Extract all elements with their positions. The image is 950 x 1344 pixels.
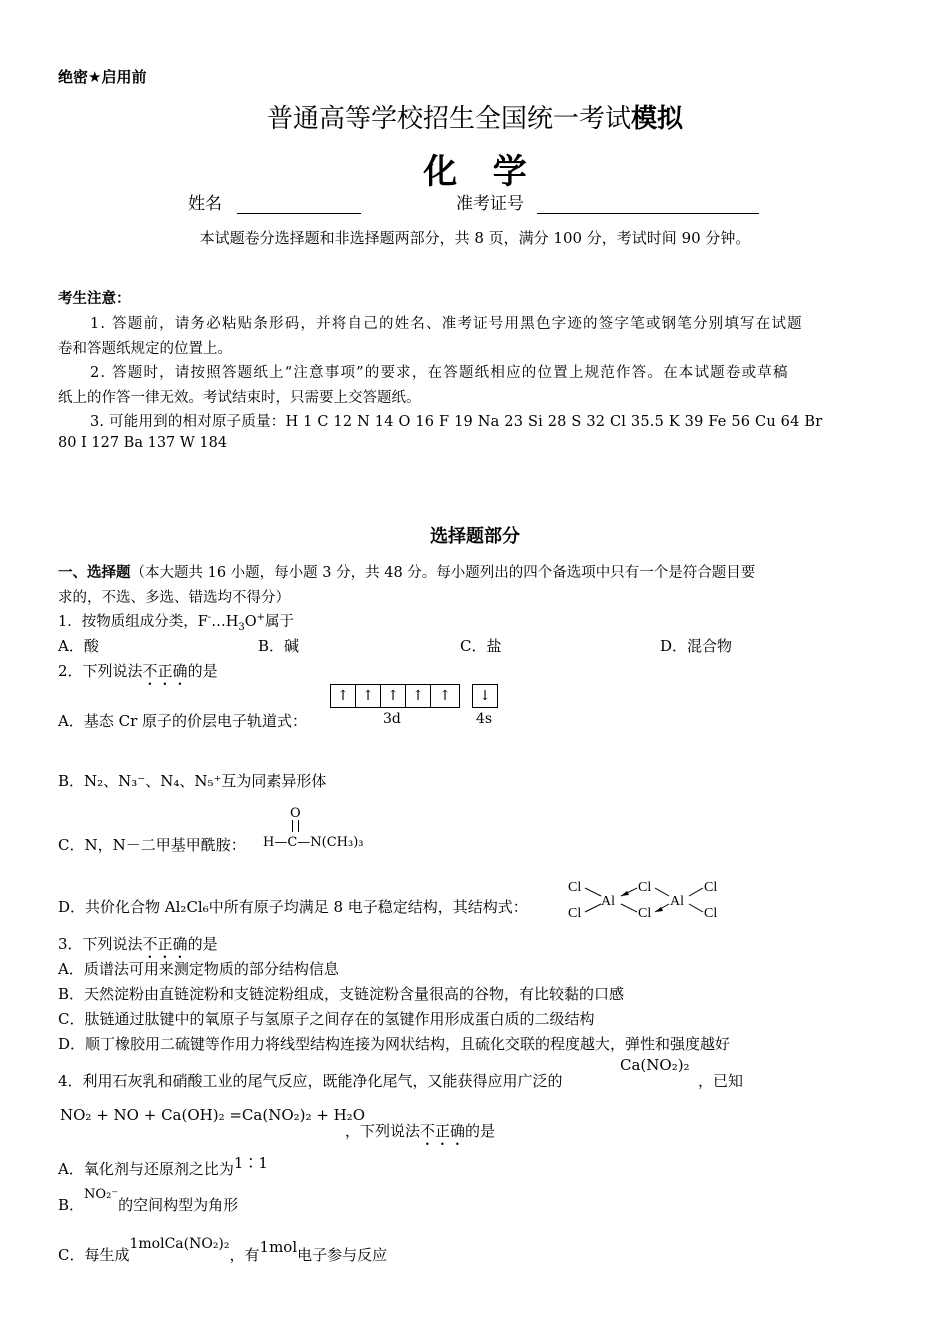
id-field — [456, 189, 759, 214]
q2-option-c[interactable]: C．N，N－二甲基甲酰胺： — [58, 836, 246, 854]
q4-c-formula: 1molCa(NO₂)₂ — [129, 1236, 230, 1252]
subject-title: 化 学 — [423, 152, 527, 192]
orbital-3d-2: ↑ — [356, 685, 381, 707]
q4-option-a[interactable]: A．氧化剂与还原剂之比为1∶1 — [58, 1154, 268, 1178]
q4-c-mol: 1mol — [259, 1238, 298, 1256]
orbital-3d-5: ↑ — [439, 688, 451, 704]
note-2-line-1: 2. 答题时，请按照答题纸上“注意事项”的要求，在答题纸相应的位置上规范作答。在本试题卷或草稿 — [90, 365, 789, 381]
cl-atom: Cl — [704, 880, 718, 895]
al-atom: Al — [670, 894, 684, 909]
q4-formula-ca-no2: Ca(NO₂)₂ — [620, 1056, 690, 1074]
section-title: 选择题部分 — [430, 526, 520, 547]
id-label: 准考证号 — [456, 194, 524, 214]
cl-atom: Cl — [638, 906, 652, 921]
part-intro — [58, 561, 755, 582]
al2cl6-structure — [565, 876, 725, 922]
orbital-4s-1: ↓ — [479, 688, 491, 704]
note-3-line-1: 3. 可能用到的相对原子质量：H 1 C 12 N 14 O 16 F 19 Na 23 Si 28 S 32 Cl 35.5 K 39 Fe 56 Cu 64 Br — [90, 414, 823, 430]
q2-option-b[interactable]: B．N₂、N₃⁻、N₄、N₅⁺互为同素异形体 — [58, 772, 327, 790]
dmf-oxygen: O — [290, 806, 301, 821]
q4-stem-a-tail: ，已知 — [698, 1072, 744, 1090]
q4-stem-a: 4．利用石灰乳和硝酸工业的尾气反应，既能净化尾气，又能获得应用广泛的 — [58, 1072, 563, 1090]
q4-no2-ion: NO₂⁻ — [84, 1187, 119, 1202]
q3-stem: 3．下列说法不正确的是 — [58, 935, 218, 953]
q1-option-b[interactable]: B．碱 — [258, 637, 300, 655]
cl-atom: Cl — [638, 880, 652, 895]
cl-atom: Cl — [568, 906, 582, 921]
name-blank[interactable] — [237, 195, 361, 214]
note-2-line-2: 纸上的作答一律无效。考试结束时，只需要上交答题纸。 — [58, 390, 421, 406]
dmf-double-bond — [292, 820, 299, 832]
orbital-3d-3: ↑ — [381, 685, 406, 707]
cl-atom: Cl — [568, 880, 582, 895]
notes-heading: 考生注意： — [58, 291, 131, 307]
id-blank[interactable] — [537, 195, 759, 214]
part-desc-b: 求的，不选、多选、错选均不得分） — [58, 590, 290, 606]
exam-title — [0, 98, 950, 135]
orbital-4s-box — [472, 684, 498, 708]
name-field — [188, 189, 361, 214]
q2-option-d[interactable]: D．共价化合物 Al₂Cl₆中所有原子均满足 8 电子稳定结构，其结构式： — [58, 898, 528, 916]
title-normal: 普通高等学校招生全国统一考试 — [266, 104, 631, 134]
q4-option-c[interactable]: C．每生成1molCa(NO₂)₂，有1mol电子参与反应 — [58, 1236, 388, 1264]
label-3d: 3d — [383, 711, 401, 727]
orbital-3d-box — [330, 684, 460, 708]
q4-stem-b: ，下列说法不正确的是 — [345, 1122, 496, 1140]
q4-equation: NO₂ + NO + Ca(OH)₂ =Ca(NO₂)₂ + H₂O — [60, 1106, 365, 1124]
q3-option-c[interactable]: C．肽链通过肽键中的氧原子与氢原子之间存在的氢键作用形成蛋白质的二级结构 — [58, 1010, 595, 1028]
note-1-line-2: 卷和答题纸规定的位置上。 — [58, 341, 232, 357]
q1-option-a[interactable]: A．酸 — [58, 637, 99, 655]
orbital-3d-1: ↑ — [331, 685, 356, 707]
q3-option-d[interactable]: D．顺丁橡胶用二硫键等作用力将线型结构连接为网状结构，且硫化交联的程度越大，弹性和强度越好 — [58, 1035, 731, 1053]
q3-option-a[interactable]: A．质谱法可用来测定物质的部分结构信息 — [58, 960, 339, 978]
part-label: 一、选择题 — [58, 565, 131, 581]
secret-label: 绝密★启用前 — [58, 68, 147, 86]
al-atom: Al — [601, 894, 615, 909]
q4-ratio: 1∶1 — [233, 1154, 268, 1172]
q2-stem: 2．下列说法不正确的是 — [58, 662, 218, 680]
q2-option-a[interactable]: A．基态 Cr 原子的价层电子轨道式： — [58, 712, 308, 730]
q1-option-d[interactable]: D．混合物 — [660, 637, 733, 655]
q1-option-c[interactable]: C．盐 — [460, 637, 502, 655]
q1-stem: 1．按物质组成分类，$F^-\dots H_3O^+$属于 — [58, 612, 294, 633]
title-bold: 模拟 — [631, 104, 684, 134]
name-label: 姓名 — [188, 194, 222, 214]
label-4s: 4s — [476, 711, 493, 727]
q4-option-b[interactable]: B．NO₂⁻的空间构型为角形 — [58, 1187, 239, 1214]
dmf-formula: H—C—N(CH₃)₃ — [263, 835, 364, 850]
q3-option-b[interactable]: B．天然淀粉由直链淀粉和支链淀粉组成，支链淀粉含量很高的谷物，有比较黏的口感 — [58, 985, 625, 1003]
orbital-3d-4: ↑ — [406, 685, 431, 707]
note-1-line-1: 1. 答题前，请务必粘贴条形码，并将自己的姓名、准考证号用黑色字迹的签字笔或钢笔分别填写在试题 — [90, 316, 803, 332]
note-3-line-2: 80 I 127 Ba 137 W 184 — [58, 435, 228, 451]
exam-intro: 本试题卷分选择题和非选择题两部分，共 8 页，满分 100 分，考试时间 90 分钟。 — [199, 229, 751, 247]
cl-atom: Cl — [704, 906, 718, 921]
part-desc-a: （本大题共 16 小题，每小题 3 分，共 48 分。每小题列出的四个备选项中只有一个是符合题目要 — [130, 565, 756, 581]
